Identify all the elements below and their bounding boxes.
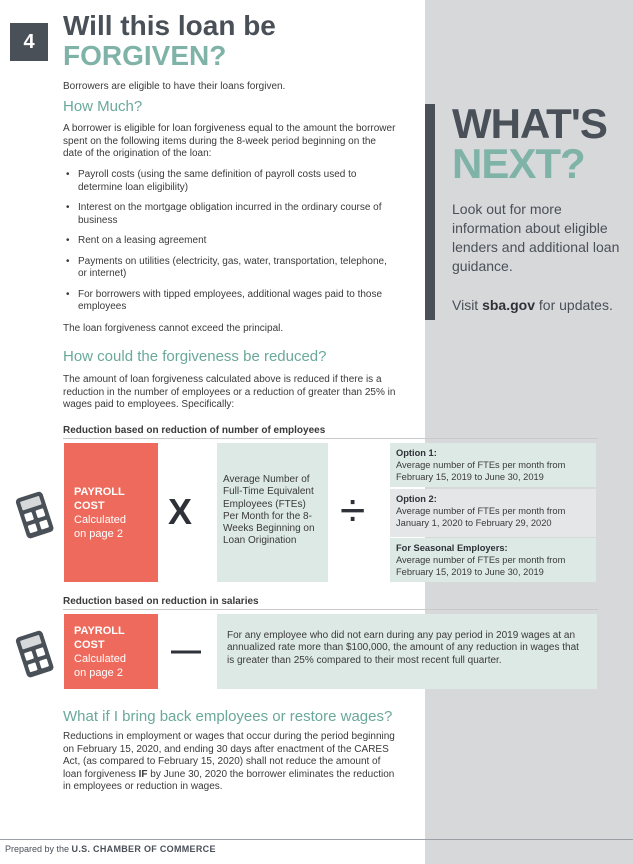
sidebar-title-line1: WHAT'S [452, 100, 607, 147]
fte-average-box: Average Number of Full-Time Equivalent Employees (FTEs) Per Month for the 8-Weeks Beginning on Loan Origination [217, 443, 328, 582]
multiply-symbol: X [168, 491, 193, 532]
list-item: • Rent on a leasing agreement [63, 235, 398, 248]
seasonal-option-box [390, 538, 596, 582]
how-much-paragraph: A borrower is eligible for loan forgiveness equal to the amount the borrower spent on the following items during the 8-week period beginning on the date of the origination of the loan: [63, 123, 396, 159]
calculated-label: Calculated [74, 513, 126, 526]
eligible-costs-list [63, 169, 398, 322]
bring-back-text-end: by June 30, 2020 the borrower eliminates the reduction in employees or reduction in wages. [63, 768, 395, 792]
cost-label: COST [74, 499, 105, 512]
visit-prefix: Visit [452, 297, 483, 313]
reduced-paragraph: The amount of loan forgiveness calculated above is reduced if there is a reduction in the number of employees or a reduction of greater than 25% in wages paid to employees. Specifically: [63, 374, 396, 410]
payroll-cost-box [64, 614, 158, 689]
divide-symbol: ÷ [340, 484, 366, 536]
bring-back-text-start: Reductions in employment or wages that occur during the period beginning on February 15, 2020, and ending 30 days after enactment of the CARES Act, (as compared to February 15, 2020) shall not reduce the amount of loan forgiveness [63, 731, 395, 780]
list-item: • Payroll costs (using the same definition of payroll costs used to determine loan eligibility) [63, 169, 398, 194]
intro-text: Borrowers are eligible to have their loans forgiven. [63, 81, 286, 92]
bring-back-paragraph [63, 731, 398, 794]
page-ref-label: on page 2 [74, 666, 123, 679]
bring-back-heading: What if I bring back employees or restore wages? [63, 708, 393, 725]
calculated-label: Calculated [74, 652, 126, 665]
option-title: For Seasonal Employers: [396, 543, 508, 553]
payroll-label: PAYROLL [74, 624, 125, 637]
footer-credit [5, 844, 216, 854]
salary-reduction-box: For any employee who did not earn during any pay period in 2019 wages at an annualized rate more than $100,000, the amount of any reduction in wages that is greater than 25% compared to their most recent full quarter. [217, 614, 597, 689]
list-item: • For borrowers with tipped employees, additional wages paid to those employees [63, 289, 398, 314]
forgiveness-cap-text: The loan forgiveness cannot exceed the principal. [63, 323, 284, 334]
sidebar-accent-bar [425, 104, 435, 320]
footer-divider [0, 839, 633, 840]
option-1-box [390, 443, 596, 487]
option-text: Average number of FTEs per month from February 15, 2019 to June 30, 2019 [396, 460, 566, 482]
option-text: Average number of FTEs per month from February 15, 2019 to June 30, 2019 [396, 555, 566, 577]
how-much-heading: How Much? [63, 98, 143, 115]
payroll-cost-box [64, 443, 158, 582]
list-item: • Payments on utilities (electricity, gas, water, transportation, telephone, or internet) [63, 256, 398, 281]
sidebar-visit-text [452, 296, 632, 315]
visit-suffix: for updates. [535, 297, 613, 313]
option-2-box [390, 489, 596, 537]
calculator-icon [12, 490, 58, 542]
salaries-subheading: Reduction based on reduction in salaries [63, 596, 259, 607]
divider [63, 438, 598, 439]
page-title-line1: Will this loan be [63, 10, 276, 41]
chamber-name: U.S. CHAMBER OF COMMERCE [71, 844, 216, 854]
cost-label: COST [74, 638, 105, 651]
list-item: • Interest on the mortgage obligation incurred in the ordinary course of business [63, 202, 398, 227]
section-number-badge: 4 [10, 23, 48, 61]
payroll-label: PAYROLL [74, 485, 125, 498]
sba-link[interactable]: sba.gov [482, 297, 535, 313]
if-emphasis: IF [138, 768, 148, 780]
minus-symbol: — [171, 634, 201, 667]
calculator-icon [12, 629, 58, 681]
option-text: Average number of FTEs per month from January 1, 2020 to February 29, 2020 [396, 506, 566, 528]
employees-subheading: Reduction based on reduction of number of employees [63, 425, 326, 436]
page-ref-label: on page 2 [74, 527, 123, 540]
prepared-by-label: Prepared by the [5, 844, 72, 854]
divider [63, 609, 598, 610]
option-title: Option 1: [396, 448, 437, 458]
sidebar-title-line2: NEXT? [452, 140, 585, 187]
page-title-line2: FORGIVEN? [63, 40, 227, 71]
reduced-heading: How could the forgiveness be reduced? [63, 348, 327, 365]
option-title: Option 2: [396, 494, 437, 504]
sidebar-lookout-text: Look out for more information about eligible lenders and additional loan guidance. [452, 201, 620, 274]
